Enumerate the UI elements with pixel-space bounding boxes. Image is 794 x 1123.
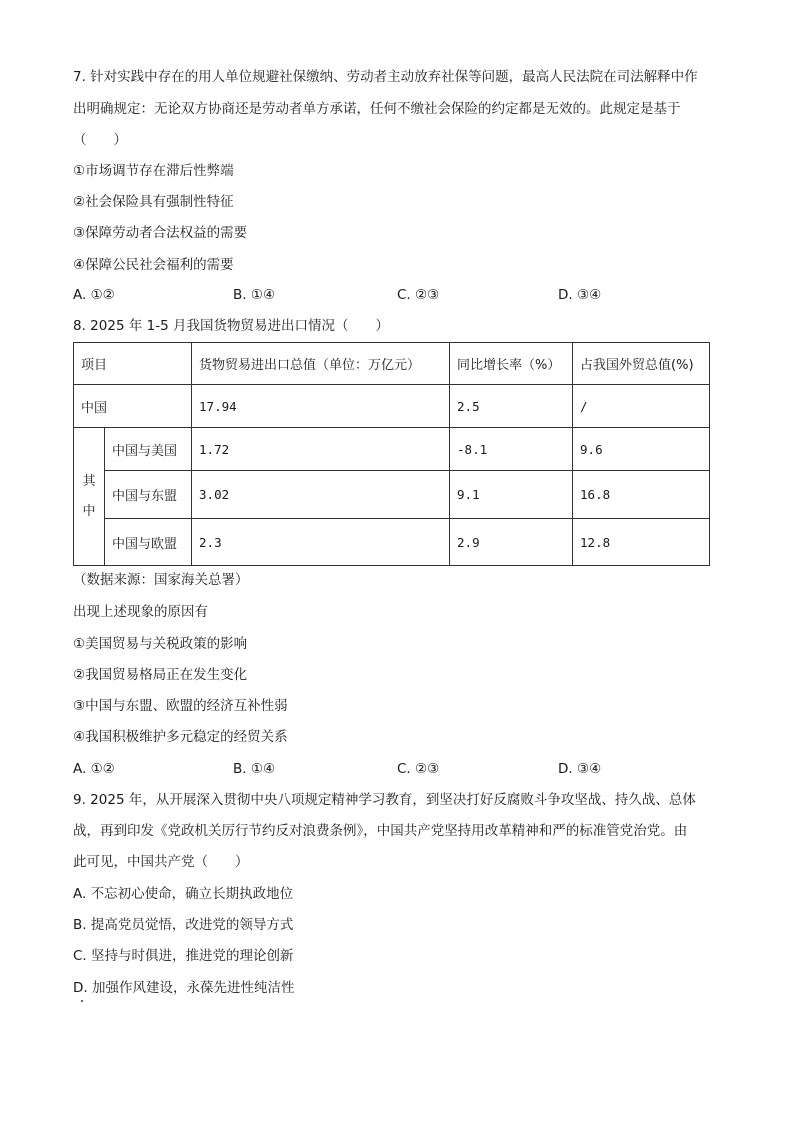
row-growth: 2.5: [450, 385, 573, 428]
table-row: [74, 428, 710, 471]
header-growth: 同比增长率（%）: [450, 343, 573, 385]
q9-option-c[interactable]: C. 坚持与时俱进，推进党的理论创新: [73, 948, 294, 964]
trade-table: [73, 342, 710, 566]
q7-option-a[interactable]: A. ①②: [73, 287, 115, 303]
q7-item: ④保障公民社会福利的需要: [73, 257, 234, 273]
header-share: 占我国外贸总值(%): [573, 343, 710, 385]
q7-item: ①市场调节存在滞后性弊端: [73, 163, 234, 179]
table-header-row: [74, 343, 710, 385]
table-row: [74, 471, 710, 519]
q7-options: [73, 285, 713, 305]
q9-option-a[interactable]: A. 不忘初心使命，确立长期执政地位: [73, 886, 294, 902]
row-growth: -8.1: [450, 428, 573, 471]
q8-prompt: 出现上述现象的原因有: [73, 604, 208, 620]
group-label-cell: [74, 428, 105, 566]
row-value: 17.94: [192, 385, 450, 428]
header-total-value: 货物贸易进出口总值（单位：万亿元）: [192, 343, 450, 385]
group-label-char: 其: [82, 473, 96, 489]
row-share: 9.6: [573, 428, 710, 471]
q8-options: [73, 759, 713, 779]
stray-dot: [81, 1000, 83, 1002]
q8-option-d[interactable]: D. ③④: [558, 761, 602, 777]
q9-option-d[interactable]: D. 加强作风建设，永葆先进性纯洁性: [73, 980, 295, 996]
row-label: 中国与欧盟: [105, 519, 192, 566]
q7-option-b[interactable]: B. ①④: [233, 287, 276, 303]
q7-item: ③保障劳动者合法权益的需要: [73, 225, 248, 241]
header-item: 项目: [74, 343, 192, 385]
q8-item: ③中国与东盟、欧盟的经济互补性弱: [73, 698, 288, 714]
q9-stem-line-3: 此可见，中国共产党（ ）: [73, 854, 249, 870]
q9-stem-line-1: 9. 2025 年，从开展深入贯彻中央八项规定精神学习教育，到坚决打好反腐败斗争攻坚战、持久战、总体: [73, 792, 696, 808]
q7-item: ②社会保险具有强制性特征: [73, 194, 234, 210]
q9-stem-line-2: 战，再到印发《党政机关厉行节约反对浪费条例》，中国共产党坚持用改革精神和严的标准管党治党。由: [73, 823, 688, 839]
q8-option-b[interactable]: B. ①④: [233, 761, 276, 777]
q8-item: ①美国贸易与关税政策的影响: [73, 636, 248, 652]
q8-title: 8. 2025 年 1-5 月我国货物贸易进出口情况（ ）: [73, 318, 389, 334]
table-row: [74, 519, 710, 566]
row-label: 中国: [74, 385, 192, 428]
row-growth: 9.1: [450, 471, 573, 519]
row-value: 3.02: [192, 471, 450, 519]
q7-stem-line-3: （ ）: [73, 132, 127, 148]
row-value: 2.3: [192, 519, 450, 566]
q8-item: ②我国贸易格局正在发生变化: [73, 667, 248, 683]
q8-option-c[interactable]: C. ②③: [397, 761, 440, 777]
table-row: [74, 385, 710, 428]
q7-option-d[interactable]: D. ③④: [558, 287, 602, 303]
row-label: 中国与美国: [105, 428, 192, 471]
q8-source: （数据来源：国家海关总署）: [73, 572, 249, 588]
q7-option-c[interactable]: C. ②③: [397, 287, 440, 303]
row-value: 1.72: [192, 428, 450, 471]
q9-option-b[interactable]: B. 提高党员觉悟，改进党的领导方式: [73, 917, 294, 933]
q7-stem-line-2: 出明确规定：无论双方协商还是劳动者单方承诺，任何不缴社会保险的约定都是无效的。此规定是基于: [73, 101, 681, 117]
row-share: 16.8: [573, 471, 710, 519]
q8-option-a[interactable]: A. ①②: [73, 761, 115, 777]
row-growth: 2.9: [450, 519, 573, 566]
group-label-char: 中: [82, 503, 96, 519]
q8-item: ④我国积极维护多元稳定的经贸关系: [73, 729, 288, 745]
q7-stem-line-1: 7. 针对实践中存在的用人单位规避社保缴纳、劳动者主动放弃社保等问题，最高人民法院在司法解释中作: [73, 69, 698, 85]
row-label: 中国与东盟: [105, 471, 192, 519]
row-share: /: [573, 385, 710, 428]
row-share: 12.8: [573, 519, 710, 566]
